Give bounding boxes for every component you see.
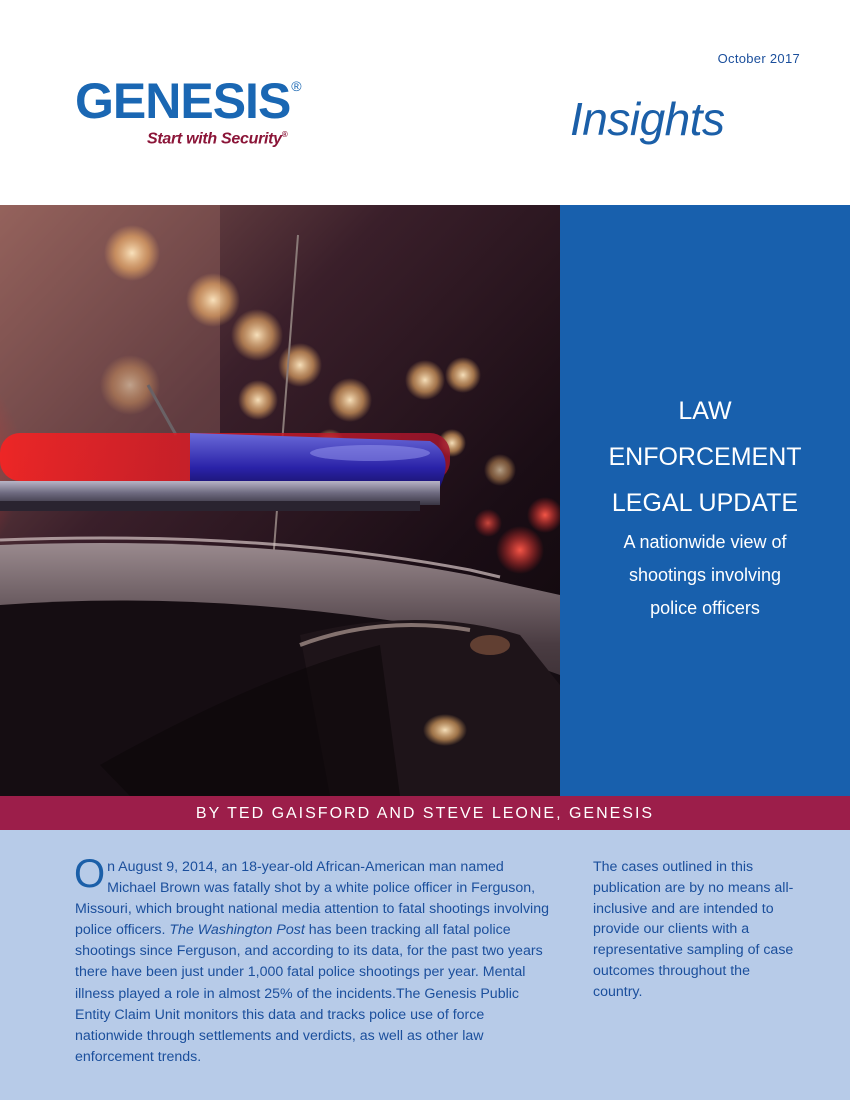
logo-wordmark: GENESIS bbox=[75, 73, 291, 129]
logo-registered-mark: ® bbox=[291, 78, 302, 94]
publication-title: Insights bbox=[570, 93, 725, 145]
side-note: The cases outlined in this publication are by no means all-inclusive and are intended to provide our clients with a representative sampling of case outcomes throughout the country. bbox=[593, 859, 794, 1000]
intro-text-part2: has been tracking all fatal police shootings since Ferguson, and according to its data, for the past two years there have been just under 1,000 fatal police shootings per year. Mental illness played a role in almost 25% of the incidents.The Genesis Public Entity Claim Unit monitors this data and tracks police use of force nationwide through settlements and verdicts, as well as other law enforcement trends. bbox=[75, 922, 543, 1065]
logo-tagline-text: Start with Security bbox=[147, 130, 282, 148]
cover-photo bbox=[0, 205, 560, 796]
report-title-line: ENFORCEMENT bbox=[608, 443, 802, 471]
drop-cap: O bbox=[74, 852, 106, 896]
article-intro bbox=[74, 852, 555, 1068]
report-subtitle-line: police officers bbox=[650, 598, 760, 618]
report-title bbox=[560, 388, 850, 526]
cover-title-panel bbox=[560, 205, 850, 796]
genesis-logo bbox=[75, 73, 302, 148]
issue-date: October 2017 bbox=[717, 51, 800, 66]
author-byline: BY TED GAISFORD AND STEVE LEONE, GENESIS bbox=[0, 796, 850, 830]
report-subtitle-line: shootings involving bbox=[628, 565, 782, 585]
report-subtitle-line: A nationwide view of bbox=[623, 532, 787, 552]
report-subtitle bbox=[560, 526, 850, 625]
police-car-photo bbox=[0, 205, 560, 796]
intro-text-part1: n August 9, 2014, an 18-year-old African-American man named Michael Brown was fatally shot by a white police officer in Ferguson, Missouri, which brought national media attention to fatal shootings involving police officers. bbox=[75, 859, 549, 939]
source-citation: The Washington Post bbox=[169, 922, 305, 939]
report-title-line: LAW bbox=[678, 397, 732, 425]
logo-tagline bbox=[147, 130, 287, 148]
report-title-line: LEGAL UPDATE bbox=[611, 489, 799, 517]
logo-tagline-mark: ® bbox=[281, 130, 288, 139]
article-body bbox=[0, 830, 850, 1100]
